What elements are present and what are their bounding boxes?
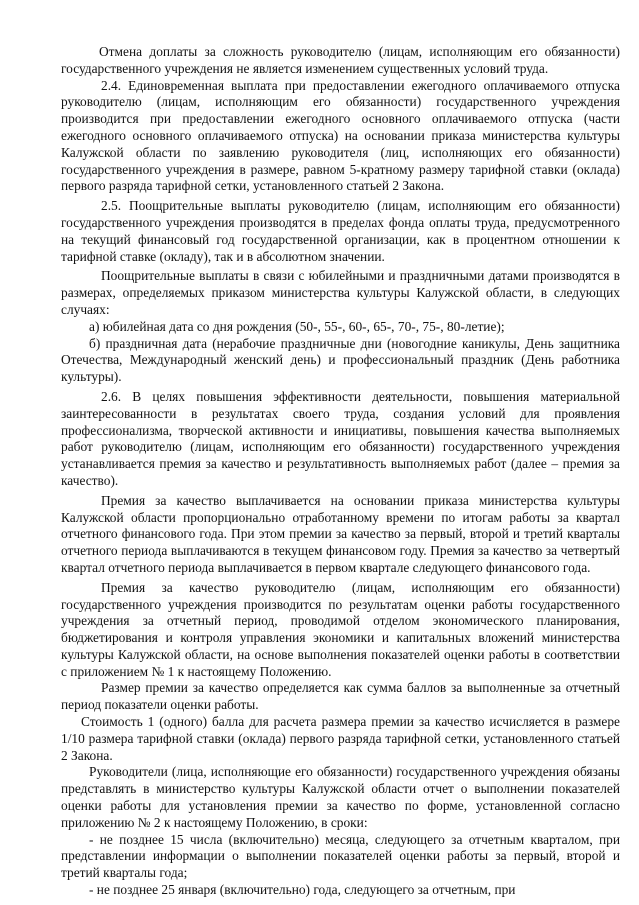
paragraph-quality-bonus-evaluation: Премия за качество руководителю (лицам, исполняющим его обязанности) государственного учреждения производится по результатам оценки работы государственного учреждения за отчетный период, проводимой отделом экономического планирования, бюджетирования и контроля управления экономики и капитальных вложений министерства культуры Калужской области, на основе выполнения показателей оценки работы в соответствии с приложением № 1 к настоящему Положению. — [61, 579, 620, 679]
document-page — [61, 44, 620, 899]
paragraph-salary-bonus-cancel: Отмена доплаты за сложность руководителю (лицам, исполняющим его обязанности) государственного учреждения не является изменением существенных условий труда. — [61, 44, 620, 76]
paragraph-bonus-size: Размер премии за качество определяется как сумма баллов за выполненные за отчетный период показатели оценки работы. — [61, 680, 620, 713]
paragraph-2-5: 2.5. Поощрительные выплаты руководителю (лицам, исполняющим его обязанности) государственного учреждения производятся в пределах фонда оплаты труда, предусмотренного на текущий финансовый год государственной организации, как в процентном отношении к тарифной ставке (окладу), так и в абсолютном значении. — [61, 198, 620, 264]
paragraph-2-4: 2.4. Единовременная выплата при предоставлении ежегодного оплачиваемого отпуска руководителю (лицам, исполняющим его обязанности) государственного учреждения производится при предоставлении ежегодного основного оплачиваемого отпуска (части ежегодного основного оплачиваемого отпуска) на основании приказа министерства культуры Калужской области по заявлению руководителя (лиц, исполняющих его обязанности) государственного учреждения в размере, равном 5-кратному размеру тарифной ставки (оклада) первого разряда тарифной сетки, установленного статьей 2 Закона. — [61, 77, 620, 194]
list-item-a: а) юбилейная дата со дня рождения (50-, 55-, 60-, 65-, 70-, 75-, 80-летие); — [89, 318, 505, 334]
list-item-deadline-annual: - не позднее 25 января (включительно) года, следующего за отчетным, при — [89, 882, 516, 898]
paragraph-anniversary-payments: Поощрительные выплаты в связи с юбилейными и праздничными датами производятся в размерах, определяемых приказом министерства культуры Калужской области, в следующих случаях: — [61, 268, 620, 317]
paragraph-2-6: 2.6. В целях повышения эффективности деятельности, повышения материальной заинтересованности в результатах своего труда, создания условий для проявления профессионализма, творческой активности и инициативы, повышения качества выполняемых работ руководителю (лицам, исполняющим его обязанности) государственного учреждения устанавливается премия за качество и результативность выполняемых работ (далее – премия за качество). — [61, 388, 620, 488]
list-item-b: б) праздничная дата (нерабочие праздничные дни (новогодние каникулы, День защитника Отечества, Международный женский день) и профессиональный праздник (День работника культуры). — [61, 335, 620, 385]
list-item-deadline-quarterly: - не позднее 15 числа (включительно) месяца, следующего за отчетным кварталом, при представлении информации о выполнении показателей оценки работы за первый, второй и третий кварталы года; — [61, 831, 620, 881]
paragraph-quality-bonus-payment: Премия за качество выплачивается на основании приказа министерства культуры Калужской области пропорционально отработанному времени по итогам работы за квартал отчетного финансового года. При этом премии за качество за первый, второй и третий кварталы отчетного периода выплачиваются в текущем финансовом году. Премия за качество за четвертый квартал отчетного периода выплачивается в первом квартале следующего финансового года. — [61, 492, 620, 575]
paragraph-point-cost: Стоимость 1 (одного) балла для расчета размера премии за качество исчисляется в размере 1/10 размера тарифной ставки (оклада) первого разряда тарифной сетки, установленного статьей 2 Закона. — [61, 714, 620, 763]
paragraph-reporting-obligation: Руководители (лица, исполняющие его обязанности) государственного учреждения обязаны представлять в министерство культуры Калужской области отчет о выполнении показателей оценки работы для установления премии за качество по форме, установленной согласно приложению № 2 к настоящему Положению, в сроки: — [61, 764, 620, 830]
